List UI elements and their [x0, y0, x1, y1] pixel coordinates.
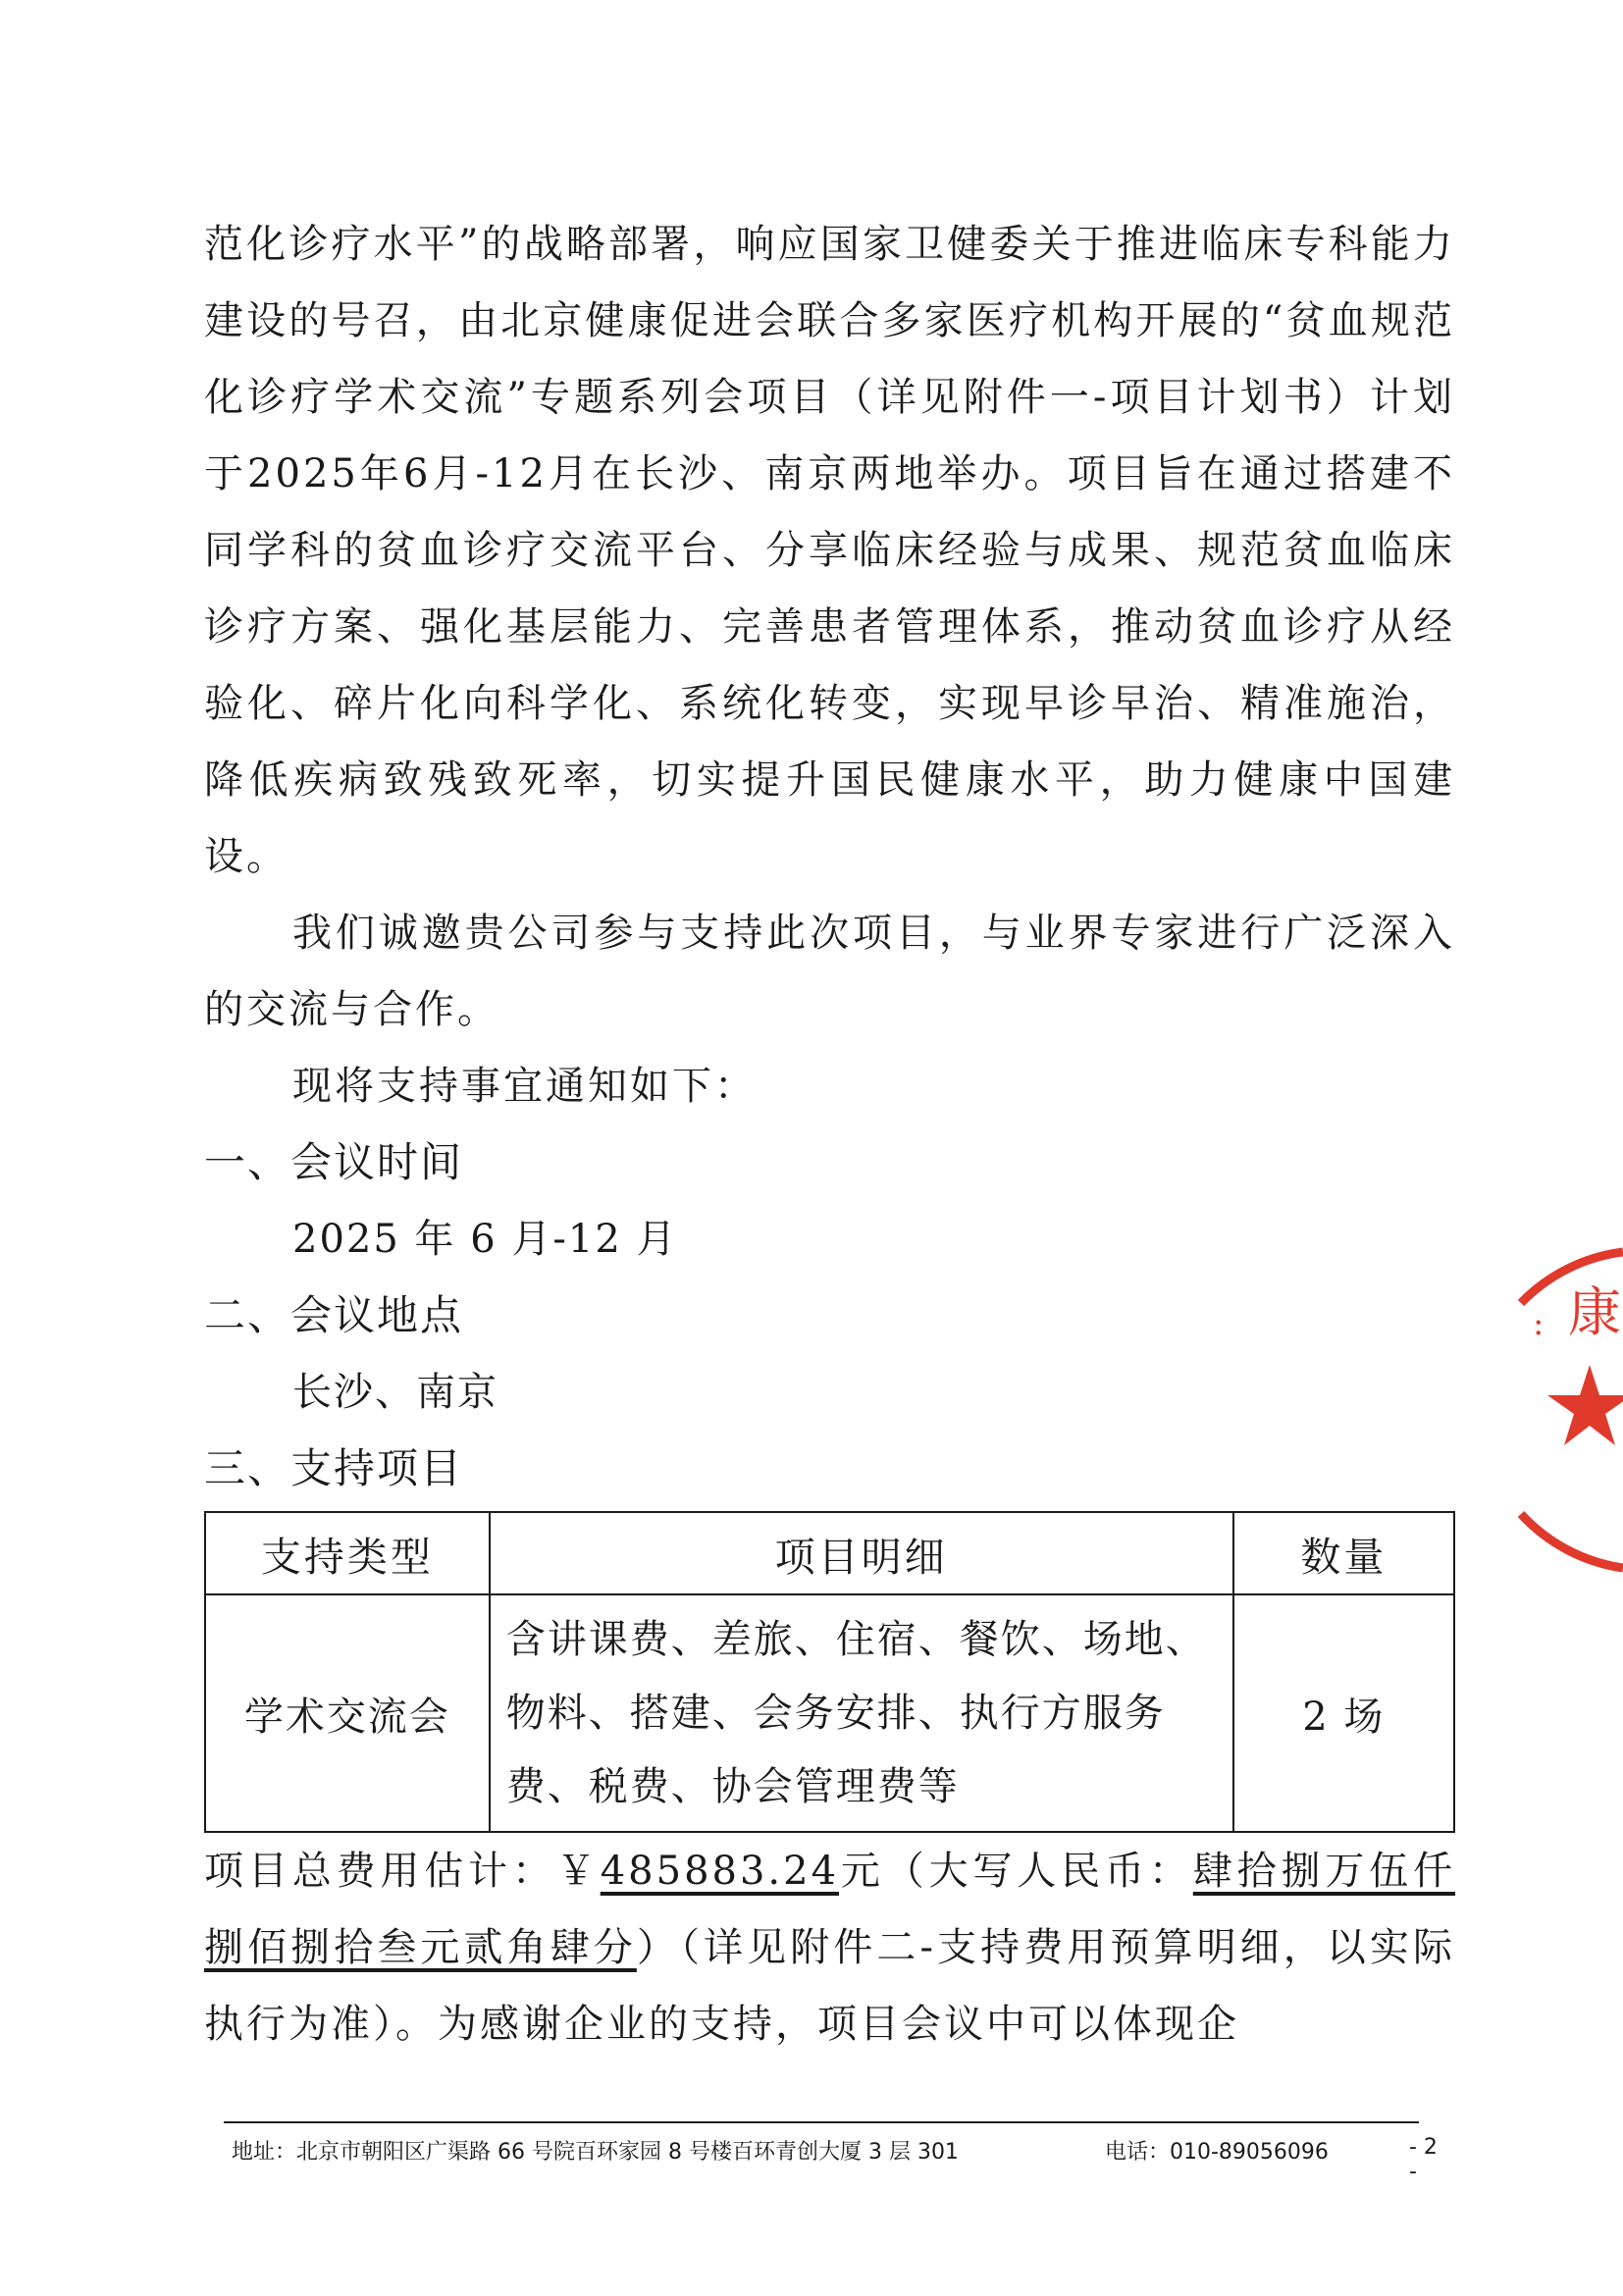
- cell-support-type: 学术交流会: [205, 1594, 490, 1832]
- section-heading-time: 一、会议时间: [204, 1138, 464, 1186]
- cost-paragraph: [204, 1833, 1455, 2062]
- official-seal-partial: [1511, 1244, 1623, 1578]
- support-table: [204, 1511, 1455, 1833]
- footer-divider: [224, 2121, 1419, 2123]
- support-table-header: [205, 1512, 1454, 1594]
- cell-project-detail: 含讲课费、差旅、住宿、餐饮、场地、物料、搭建、会务安排、执行方服务费、税费、协会管理费等: [490, 1594, 1233, 1832]
- document-body: [204, 206, 1455, 2062]
- cost-remarks: ）（详见附件二-支持费用预算明细，以实际执行为准）。为感谢企业的支持，项目会议中可以体现企: [204, 1925, 1456, 2047]
- page-number: - 2 -: [1409, 2135, 1438, 2184]
- meeting-time: 2025 年 6 月-12 月: [292, 1217, 678, 1262]
- cost-amount-chinese: 肆拾捌万伍仟捌佰捌拾叁元贰角肆分: [204, 1849, 1456, 1970]
- svg-text::: :: [1533, 1304, 1544, 1343]
- header-project-detail: 项目明细: [490, 1512, 1233, 1594]
- seal-star-icon: [1547, 1365, 1623, 1445]
- footer-address: 地址：北京市朝阳区广渠路 66 号院百环家园 8 号楼百环青创大厦 3 层 301: [232, 2140, 959, 2165]
- cost-unit: 元（大写人民币：: [839, 1849, 1193, 1894]
- cost-prefix: 项目总费用估计：￥: [204, 1849, 601, 1894]
- cost-amount: 485883.24: [600, 1849, 840, 1894]
- seal-character: 康: [1568, 1281, 1621, 1343]
- cell-quantity: 2 场: [1233, 1594, 1454, 1832]
- section-heading-support: 三、支持项目: [204, 1444, 464, 1492]
- table-row: [205, 1594, 1454, 1832]
- meeting-location: 长沙、南京: [292, 1370, 498, 1415]
- intro-paragraph: 范化诊疗水平”的战略部署，响应国家卫健委关于推进临床专科能力建设的号召，由北京健康促进会联合多家医疗机构开展的“贫血规范化诊疗学术交流”专题系列会项目（详见附件一-项目计划书）计划于2025年6月-12月在长沙、南京两地举办。项目旨在通过搭建不同学科的贫血诊疗交流平台、分享临床经验与成果、规范贫血临床诊疗方案、强化基层能力、完善患者管理体系，推动贫血诊疗从经验化、碎片化向科学化、系统化转变，实现早诊早治、精准施治，降低疾病致残致死率，切实提升国民健康水平，助力健康中国建设。: [204, 222, 1455, 879]
- section-heading-location: 二、会议地点: [204, 1291, 464, 1339]
- header-quantity: 数量: [1233, 1512, 1454, 1594]
- invitation-paragraph: 我们诚邀贵公司参与支持此次项目，与业界专家进行广泛深入的交流与合作。: [204, 911, 1455, 1032]
- header-support-type: 支持类型: [205, 1512, 490, 1594]
- footer-phone: 电话：010-89056096: [1105, 2140, 1329, 2165]
- notice-paragraph: 现将支持事宜通知如下：: [292, 1064, 757, 1109]
